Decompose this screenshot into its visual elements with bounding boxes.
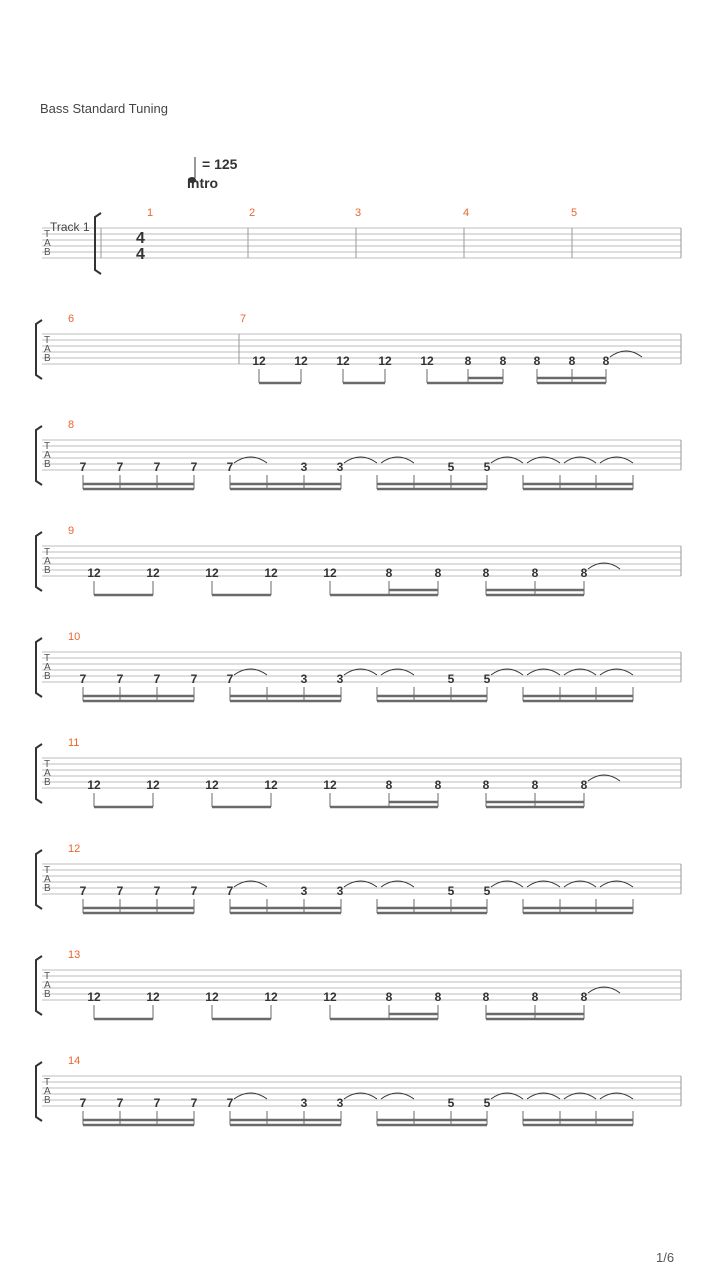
tab-note: 5	[447, 884, 455, 898]
system-bracket	[36, 638, 42, 697]
tab-note: 8	[434, 778, 442, 792]
tab-note: 12	[264, 566, 278, 580]
tab-note: 7	[226, 884, 234, 898]
system-bracket	[36, 1062, 42, 1121]
tab-clef-letter: T	[44, 441, 51, 452]
tab-note: 8	[499, 354, 507, 368]
tab-clef-letter: A	[44, 1086, 51, 1097]
measure-number: 7	[240, 313, 247, 325]
section-label: Intro	[187, 175, 219, 191]
tab-clef-letter: T	[44, 971, 51, 982]
tab-note: 8	[385, 566, 393, 580]
tab-clef-letter: T	[44, 653, 51, 664]
tab-note: 12	[205, 778, 219, 792]
tab-clef-letter: B	[44, 671, 51, 682]
system-bracket	[95, 213, 101, 274]
tab-note: 8	[385, 990, 393, 1004]
tab-note: 12	[378, 354, 392, 368]
measure-number: 14	[68, 1055, 81, 1067]
tab-clef-letter: B	[44, 459, 51, 470]
tab-note: 7	[153, 1096, 161, 1110]
tab-clef-letter: A	[44, 768, 51, 779]
page-number: 1/6	[656, 1250, 675, 1265]
system-bracket	[36, 532, 42, 591]
measure-number: 9	[68, 525, 75, 537]
time-signature-bottom: 4	[136, 246, 145, 263]
tab-note: 8	[482, 990, 490, 1004]
tab-note: 8	[531, 990, 539, 1004]
measure-number: 13	[68, 949, 81, 961]
tab-note: 12	[87, 990, 101, 1004]
tab-note: 8	[568, 354, 576, 368]
tab-clef-letter: A	[44, 344, 51, 355]
tab-note: 7	[153, 460, 161, 474]
tab-note: 12	[205, 566, 219, 580]
tab-note: 7	[79, 1096, 87, 1110]
tab-note: 7	[79, 884, 87, 898]
measure-number: 4	[463, 207, 470, 219]
tab-note: 12	[146, 990, 160, 1004]
tab-note: 7	[116, 460, 124, 474]
tab-note: 8	[580, 990, 588, 1004]
measure-number: 1	[147, 207, 154, 219]
measure-number: 10	[68, 631, 81, 643]
tab-note: 7	[226, 460, 234, 474]
tab-note: 12	[264, 778, 278, 792]
tab-note: 8	[580, 778, 588, 792]
tab-note: 7	[79, 672, 87, 686]
tab-note: 7	[190, 884, 198, 898]
tab-note: 8	[482, 566, 490, 580]
tab-clef-letter: A	[44, 874, 51, 885]
tab-note: 7	[153, 884, 161, 898]
tab-clef-letter: B	[44, 247, 51, 258]
tab-note: 8	[531, 778, 539, 792]
tab-note: 8	[602, 354, 610, 368]
system-bracket	[36, 744, 42, 803]
tab-note: 3	[300, 884, 308, 898]
tab-note: 3	[300, 460, 308, 474]
tab-note: 3	[336, 884, 344, 898]
tab-note: 12	[294, 354, 308, 368]
tab-note: 8	[533, 354, 541, 368]
tab-note: 8	[434, 566, 442, 580]
tab-note: 3	[336, 1096, 344, 1110]
tab-note: 5	[447, 1096, 455, 1110]
tab-clef-letter: T	[44, 865, 51, 876]
measure-number: 12	[68, 843, 81, 855]
tab-clef-letter: T	[44, 547, 51, 558]
time-signature-top: 4	[136, 230, 145, 247]
tab-clef-letter: B	[44, 353, 51, 364]
tempo-marking: = 125	[202, 156, 238, 172]
tab-note: 7	[190, 1096, 198, 1110]
tab-note: 12	[146, 778, 160, 792]
tab-note: 5	[483, 884, 491, 898]
tab-clef-letter: A	[44, 980, 51, 991]
tab-note: 12	[323, 990, 337, 1004]
tab-note: 5	[483, 1096, 491, 1110]
tab-note: 7	[79, 460, 87, 474]
tab-clef-letter: T	[44, 229, 51, 240]
tab-note: 12	[252, 354, 266, 368]
measure-number: 6	[68, 313, 75, 325]
tab-note: 5	[483, 672, 491, 686]
tab-clef-letter: T	[44, 335, 51, 346]
system-bracket	[36, 426, 42, 485]
tab-note: 12	[87, 778, 101, 792]
tab-note: 7	[190, 672, 198, 686]
tab-note: 3	[300, 672, 308, 686]
track-label: Track 1	[50, 220, 90, 234]
tab-clef-letter: A	[44, 238, 51, 249]
tab-clef-letter: T	[44, 759, 51, 770]
tab-note: 12	[264, 990, 278, 1004]
tab-note: 3	[336, 672, 344, 686]
measure-number: 11	[68, 737, 80, 749]
tab-clef-letter: B	[44, 883, 51, 894]
tab-note: 5	[483, 460, 491, 474]
tab-note: 12	[87, 566, 101, 580]
tab-note: 8	[385, 778, 393, 792]
tab-clef-letter: T	[44, 1077, 51, 1088]
tab-clef-letter: A	[44, 450, 51, 461]
tab-clef-letter: B	[44, 565, 51, 576]
tab-note: 7	[116, 1096, 124, 1110]
tab-note: 8	[482, 778, 490, 792]
tab-clef-letter: A	[44, 556, 51, 567]
tab-note: 3	[336, 460, 344, 474]
tab-note: 5	[447, 672, 455, 686]
tab-note: 8	[580, 566, 588, 580]
tab-note: 7	[190, 460, 198, 474]
tab-note: 12	[323, 566, 337, 580]
measure-number: 3	[355, 207, 362, 219]
tab-note: 12	[146, 566, 160, 580]
tab-note: 12	[323, 778, 337, 792]
tab-note: 8	[464, 354, 472, 368]
tab-clef-letter: A	[44, 662, 51, 673]
tuning-label: Bass Standard Tuning	[40, 101, 168, 116]
tab-note: 7	[116, 672, 124, 686]
system-bracket	[36, 956, 42, 1015]
tab-note: 7	[226, 1096, 234, 1110]
tab-note: 5	[447, 460, 455, 474]
measure-number: 8	[68, 419, 75, 431]
tab-note: 8	[434, 990, 442, 1004]
tab-note: 12	[336, 354, 350, 368]
system-bracket	[36, 320, 42, 379]
tab-clef-letter: B	[44, 989, 51, 1000]
tab-note: 12	[420, 354, 434, 368]
tab-note: 7	[153, 672, 161, 686]
tab-note: 3	[300, 1096, 308, 1110]
tab-note: 8	[531, 566, 539, 580]
tab-clef-letter: B	[44, 1095, 51, 1106]
tab-note: 7	[116, 884, 124, 898]
tab-note: 7	[226, 672, 234, 686]
measure-number: 2	[249, 207, 256, 219]
tab-clef-letter: B	[44, 777, 51, 788]
system-bracket	[36, 850, 42, 909]
tab-note: 12	[205, 990, 219, 1004]
measure-number: 5	[571, 207, 578, 219]
